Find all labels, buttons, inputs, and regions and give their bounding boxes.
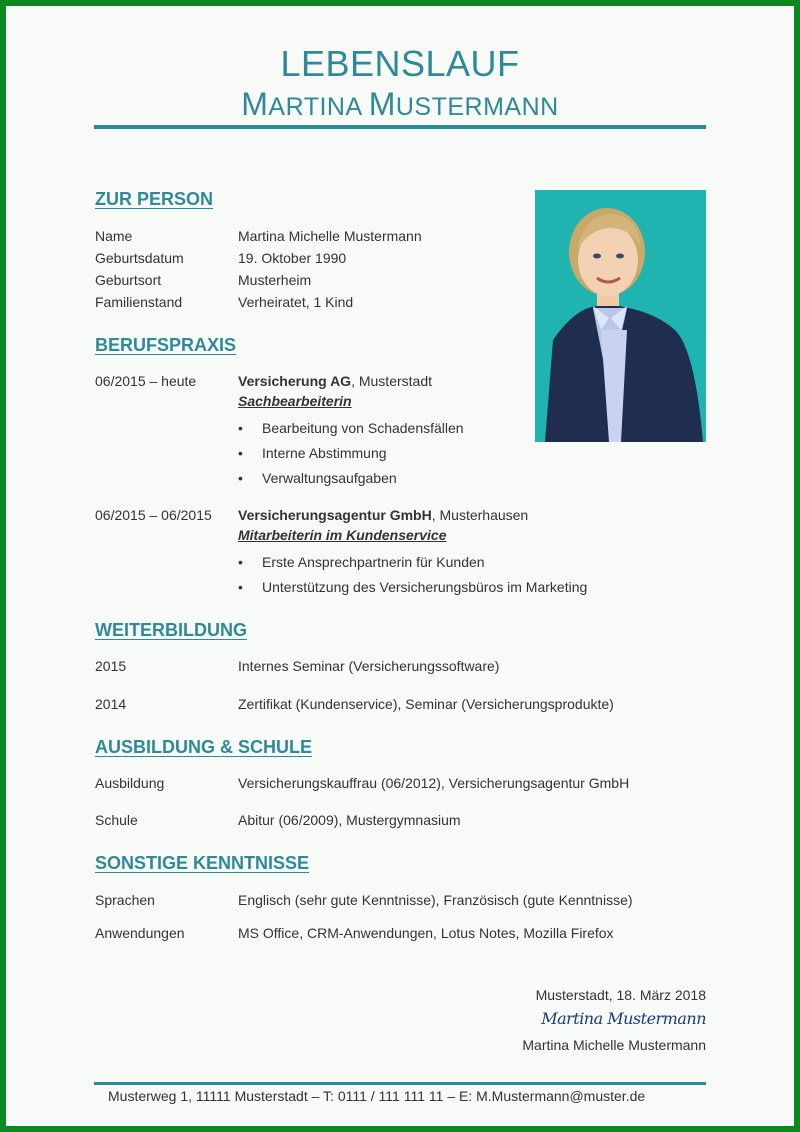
task-text: Verwaltungsaufgaben <box>262 470 397 486</box>
applicant-name-heading <box>6 86 794 123</box>
person-value: Musterheim <box>238 272 312 288</box>
task-text: Unterstützung des Versicherungsbüros im Marketing <box>262 579 588 595</box>
task-text: Erste Ansprechpartnerin für Kunden <box>262 554 485 570</box>
section-heading-education: AUSBILDUNG & SCHULE <box>95 737 313 757</box>
name-initial-last: M <box>368 86 396 122</box>
bullet-mark: • <box>238 420 243 436</box>
name-initial-first: M <box>241 86 269 122</box>
bullet-mark: • <box>238 554 243 570</box>
person-value: Verheiratet, 1 Kind <box>238 294 354 310</box>
job-period: 06/2015 – heute <box>95 373 197 389</box>
person-label: Familienstand <box>95 294 183 310</box>
person-label: Geburtsdatum <box>95 250 184 266</box>
education-value: Versicherungskauffrau (06/2012), Versicherungsagentur GmbH <box>238 775 630 791</box>
job-role: Mitarbeiterin im Kundenservice <box>238 527 447 543</box>
name-rest-first: ARTINA <box>268 93 362 121</box>
section-heading-person: ZUR PERSON <box>95 189 214 209</box>
training-value: Zertifikat (Kundenservice), Seminar (Versicherungsprodukte) <box>238 696 614 712</box>
job-task <box>238 554 485 570</box>
name-rest-last: USTERMANN <box>395 93 559 121</box>
signature-printed-name: Martina Michelle Mustermann <box>522 1037 706 1053</box>
cv-page <box>6 6 794 1126</box>
header-divider <box>94 125 706 129</box>
section-heading-experience: BERUFSPRAXIS <box>95 335 237 355</box>
place-and-date: Musterstadt, 18. März 2018 <box>535 987 706 1003</box>
training-year: 2014 <box>95 696 127 712</box>
training-year: 2015 <box>95 658 127 674</box>
person-label: Geburtsort <box>95 272 162 288</box>
bullet-mark: • <box>238 579 243 595</box>
job-location: , Musterstadt <box>351 373 432 389</box>
job-task <box>238 445 387 461</box>
education-value: Abitur (06/2009), Mustergymnasium <box>238 812 461 828</box>
job-task <box>238 470 397 486</box>
bullet-mark: • <box>238 470 243 486</box>
bullet-mark: • <box>238 445 243 461</box>
training-value: Internes Seminar (Versicherungssoftware) <box>238 658 500 674</box>
person-label: Name <box>95 228 133 244</box>
job-company: Versicherungsagentur GmbH <box>238 507 432 523</box>
education-label: Schule <box>95 812 138 828</box>
footer-divider <box>94 1082 706 1085</box>
person-value: 19. Oktober 1990 <box>238 250 347 266</box>
skills-value: MS Office, CRM-Anwendungen, Lotus Notes, Mozilla Firefox <box>238 925 614 941</box>
skills-value: Englisch (sehr gute Kenntnisse), Französisch (gute Kenntnisse) <box>238 892 633 908</box>
document-title: LEBENSLAUF <box>280 43 520 84</box>
section-heading-training: WEITERBILDUNG <box>95 620 247 640</box>
person-value: Martina Michelle Mustermann <box>238 228 422 244</box>
job-task <box>238 579 587 595</box>
job-role: Sachbearbeiterin <box>238 393 352 409</box>
section-heading-skills: SONSTIGE KENNTNISSE <box>95 853 310 873</box>
job-employer <box>238 373 432 389</box>
job-location: , Musterhausen <box>431 507 529 523</box>
job-company: Versicherung AG <box>238 373 352 389</box>
footer-contact: Musterweg 1, 11111 Musterstadt – T: 0111 / 111 111 11 – E: M.Mustermann@muster.de <box>108 1088 646 1104</box>
portrait-illustration <box>535 190 706 442</box>
skills-label: Sprachen <box>95 892 155 908</box>
skills-label: Anwendungen <box>95 925 185 941</box>
task-text: Interne Abstimmung <box>262 445 387 461</box>
education-label: Ausbildung <box>95 775 165 791</box>
job-period: 06/2015 – 06/2015 <box>95 507 212 523</box>
job-employer <box>238 507 528 523</box>
profile-photo <box>535 190 706 442</box>
task-text: Bearbeitung von Schadensfällen <box>262 420 464 436</box>
job-task <box>238 420 464 436</box>
handwritten-signature: Martina Mustermann <box>541 1009 706 1028</box>
